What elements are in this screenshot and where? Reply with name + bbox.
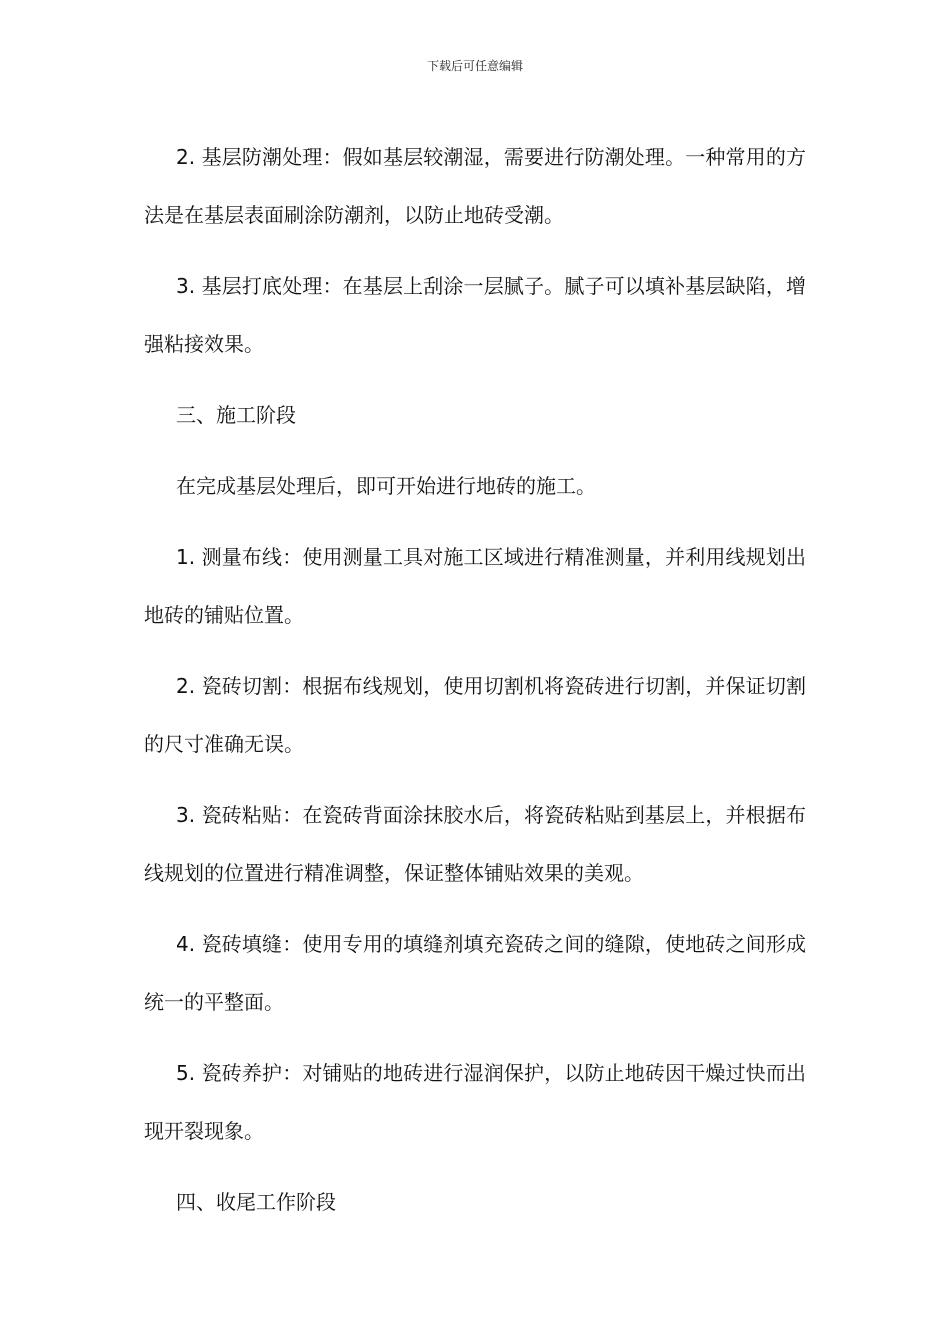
section-heading-finishing: 四、收尾工作阶段 — [176, 1190, 336, 1214]
paragraph-construction-intro: 在完成基层处理后，即可开始进行地砖的施工。 — [176, 474, 596, 498]
paragraph-measure-layout: 1. 测量布线：使用测量工具对施工区域进行精准测量，并利用线规划出地砖的铺贴位置。 — [144, 545, 806, 627]
document-body — [144, 128, 806, 1244]
paragraph-tile-cutting: 2. 瓷砖切割：根据布线规划，使用切割机将瓷砖进行切割，并保证切割的尺寸准确无误。 — [144, 674, 806, 756]
paragraph-base-moisture-proofing: 2. 基层防潮处理：假如基层较潮湿，需要进行防潮处理。一种常用的方法是在基层表面刷涂防潮剂，以防止地砖受潮。 — [144, 145, 806, 227]
paragraph-base-priming: 3. 基层打底处理：在基层上刮涂一层腻子。腻子可以填补基层缺陷，增强粘接效果。 — [144, 274, 806, 356]
paragraph-tile-laying: 3. 瓷砖粘贴：在瓷砖背面涂抹胶水后，将瓷砖粘贴到基层上，并根据布线规划的位置进行精准调整，保证整体铺贴效果的美观。 — [144, 803, 806, 885]
paragraph-tile-grouting: 4. 瓷砖填缝：使用专用的填缝剂填充瓷砖之间的缝隙，使地砖之间形成统一的平整面。 — [144, 932, 806, 1014]
page-header: 下载后可任意编辑 — [426, 59, 523, 73]
paragraph-tile-curing: 5. 瓷砖养护：对铺贴的地砖进行湿润保护，以防止地砖因干燥过快而出现开裂现象。 — [144, 1061, 806, 1143]
section-heading-construction: 三、施工阶段 — [176, 403, 296, 427]
